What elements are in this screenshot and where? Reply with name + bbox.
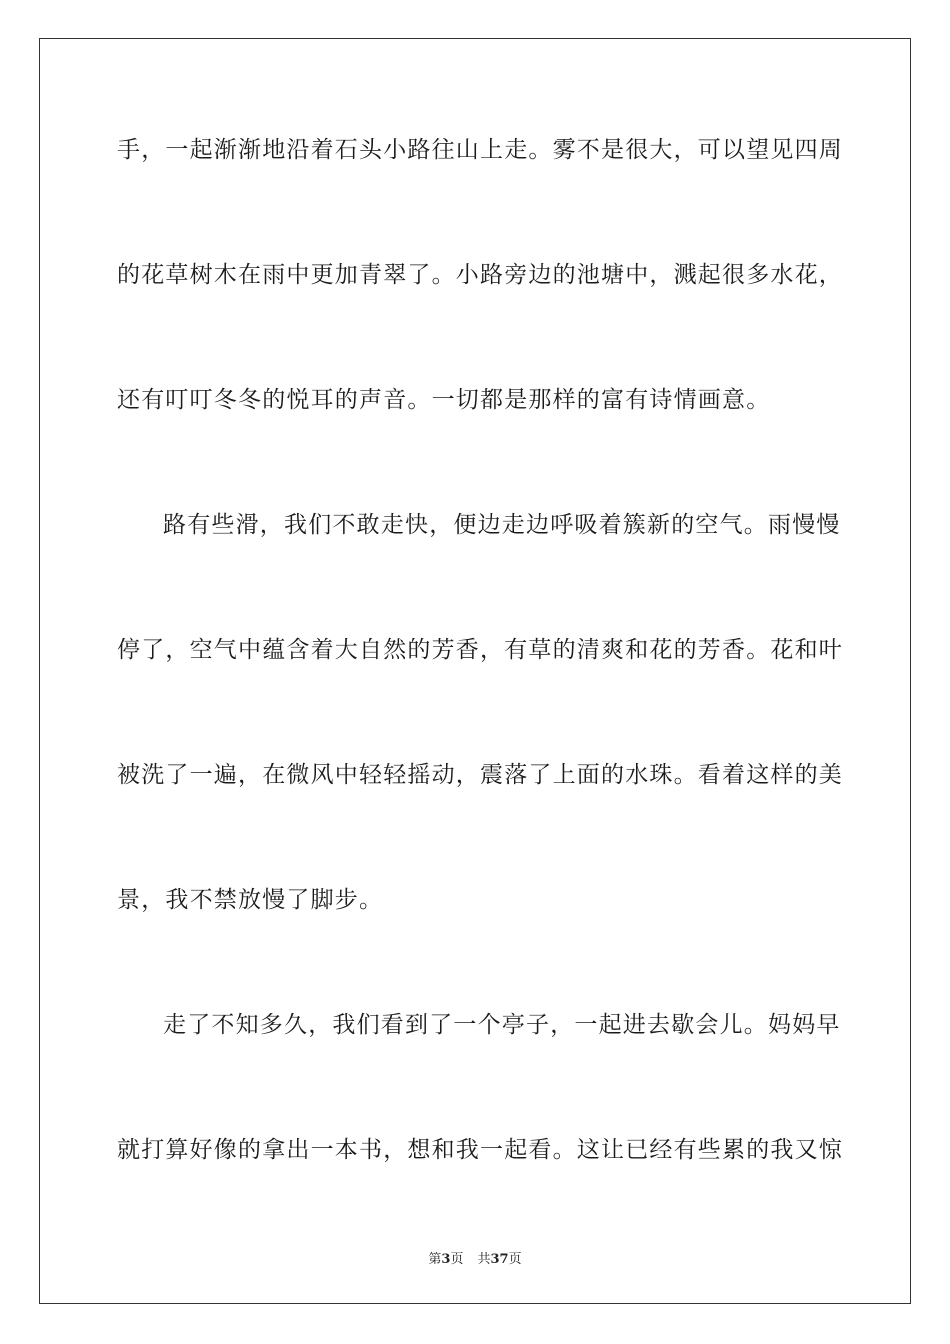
page-prefix: 第: [428, 1252, 442, 1267]
total-pages: 37: [490, 1252, 509, 1267]
text-line: 的花草树木在雨中更加青翠了。小路旁边的池塘中，溅起很多水花，: [117, 262, 843, 288]
paragraph-first-line: 走了不知多久，我们看到了一个亭子，一起进去歇会儿。妈妈早: [163, 1012, 841, 1038]
text-line: 还有叮叮冬冬的悦耳的声音。一切都是那样的富有诗情画意。: [117, 387, 771, 413]
text-line: 被洗了一遍，在微风中轻轻摇动，震落了上面的水珠。看着这样的美: [117, 762, 843, 788]
total-prefix: 共: [477, 1252, 491, 1267]
total-suffix: 页: [508, 1252, 522, 1267]
page-border: [39, 38, 911, 1304]
text-line: 景，我不禁放慢了脚步。: [117, 887, 384, 913]
paragraph-first-line: 路有些滑，我们不敢走快，便边走边呼吸着簇新的空气。雨慢慢: [163, 512, 841, 538]
page-footer: [0, 1248, 950, 1267]
text-line: 就打算好像的拿出一本书，想和我一起看。这让已经有些累的我又惊: [117, 1137, 843, 1163]
text-line: 停了，空气中蕴含着大自然的芳香，有草的清爽和花的芳香。花和叶: [117, 637, 843, 663]
text-line: 手，一起渐渐地沿着石头小路往山上走。雾不是很大，可以望见四周: [117, 137, 843, 163]
page-number: 3: [441, 1252, 451, 1267]
page-suffix: 页: [450, 1252, 464, 1267]
